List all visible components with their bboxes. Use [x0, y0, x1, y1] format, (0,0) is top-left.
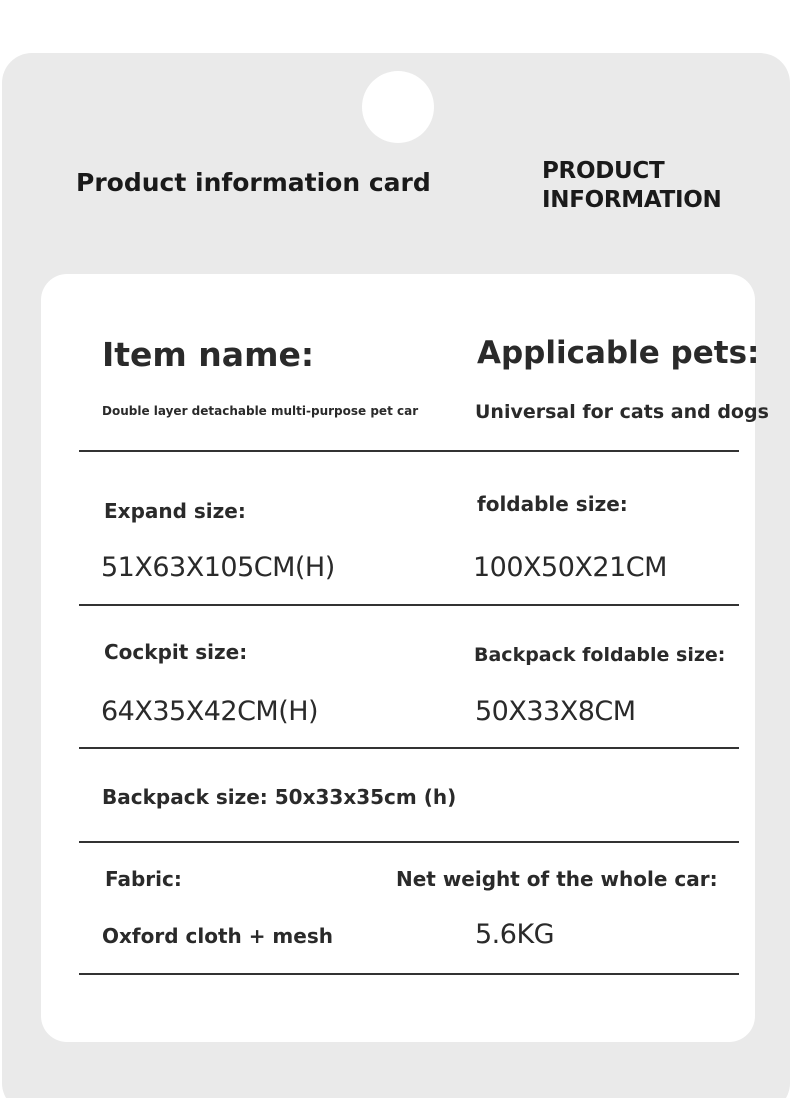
item-name-value: Double layer detachable multi-purpose pet car: [102, 404, 419, 418]
divider: [79, 604, 739, 606]
expand-size-value: 51X63X105CM(H): [101, 552, 335, 583]
foldable-size-value: 100X50X21CM: [473, 552, 667, 583]
divider: [79, 973, 739, 975]
divider: [79, 450, 739, 452]
fabric-label: Fabric:: [105, 867, 182, 891]
applicable-pets-value: Universal for cats and dogs: [475, 401, 769, 423]
cockpit-size-value: 64X35X42CM(H): [101, 696, 319, 727]
hang-hole: [362, 71, 434, 143]
product-information-heading: [542, 157, 721, 215]
divider: [79, 747, 739, 749]
applicable-pets-label: Applicable pets:: [477, 335, 760, 371]
backpack-size-text: Backpack size: 50x33x35cm (h): [102, 785, 457, 809]
net-weight-value: 5.6KG: [475, 919, 555, 950]
fabric-value: Oxford cloth + mesh: [102, 924, 333, 948]
item-name-label: Item name:: [102, 335, 315, 374]
foldable-size-label: foldable size:: [477, 492, 628, 516]
net-weight-label: Net weight of the whole car:: [396, 867, 718, 891]
backpack-foldable-size-value: 50X33X8CM: [475, 696, 636, 727]
cockpit-size-label: Cockpit size:: [104, 640, 248, 664]
backpack-foldable-size-label: Backpack foldable size:: [474, 644, 726, 666]
divider: [79, 841, 739, 843]
expand-size-label: Expand size:: [104, 499, 246, 523]
badge-line-1: PRODUCT: [542, 158, 665, 184]
badge-line-2: INFORMATION: [542, 187, 722, 213]
card-title: Product information card: [76, 168, 431, 197]
